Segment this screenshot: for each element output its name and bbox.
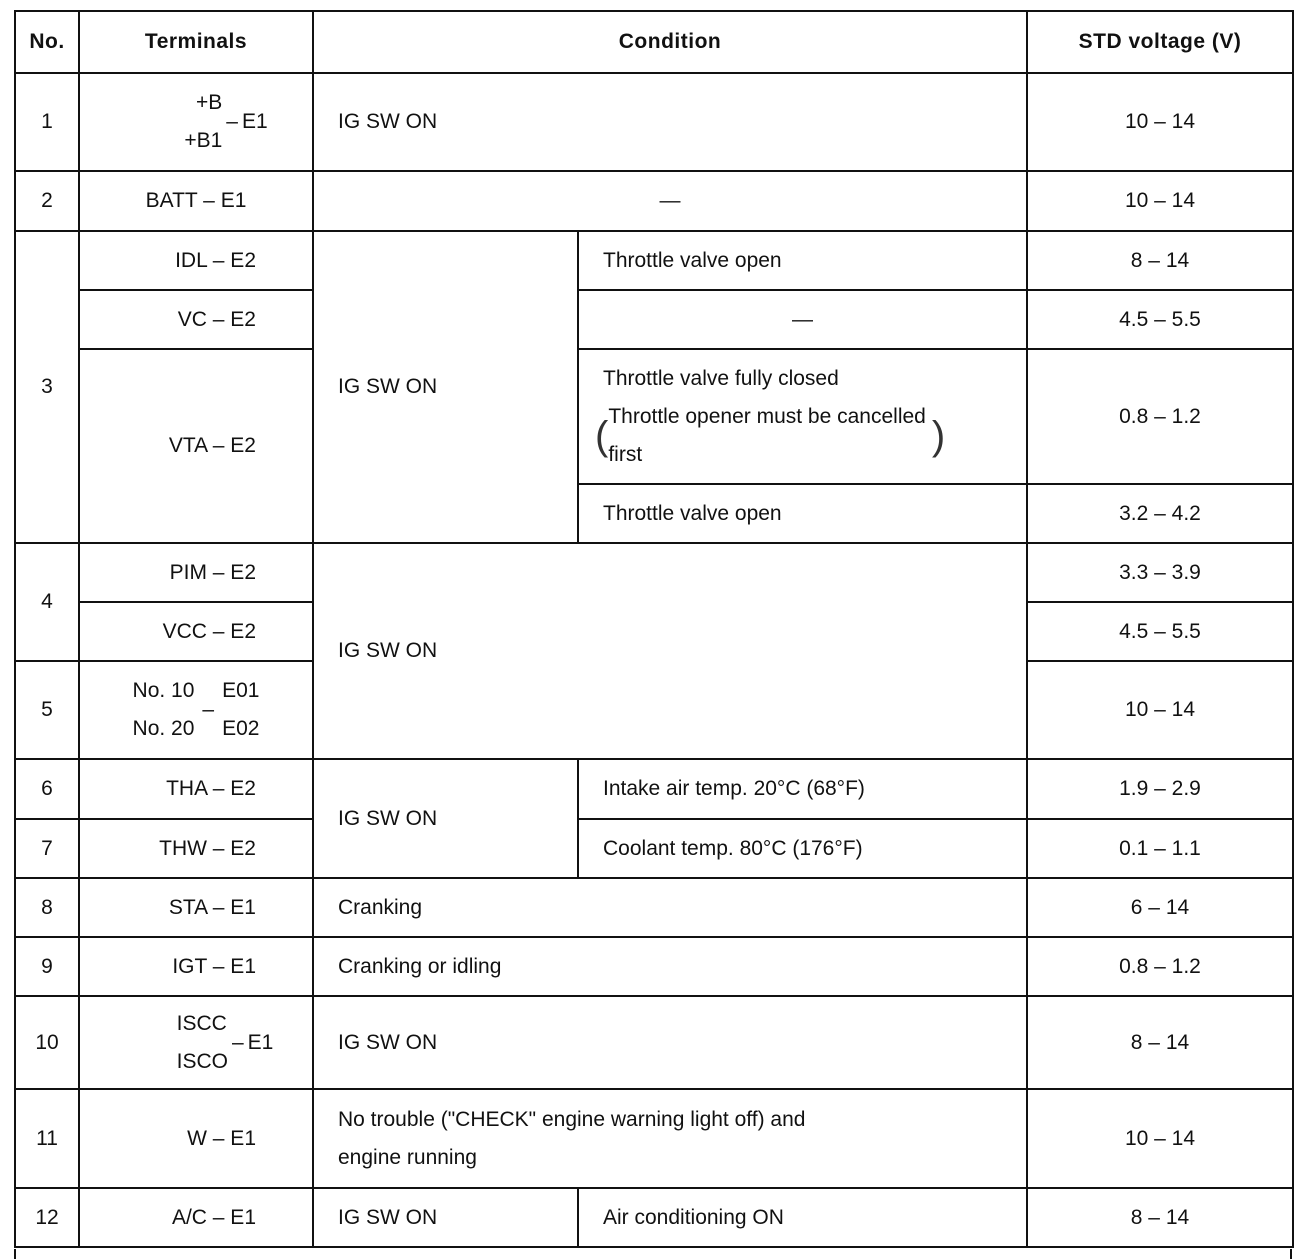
voltage-cell: 1.9 – 2.9 — [1027, 759, 1293, 819]
terminal-cell: W – E1 — [79, 1089, 313, 1188]
condition-detail-cell: Air conditioning ON — [578, 1188, 1027, 1247]
voltage-cell: 10 – 14 — [1027, 73, 1293, 171]
condition-detail-cell: Throttle valve open — [578, 484, 1027, 543]
condition-note-line: first — [608, 442, 643, 466]
condition-detail-cell: Throttle valve open — [578, 231, 1027, 290]
terminal-cell: IDL – E2 — [79, 231, 313, 290]
terminal-label: ISCC — [176, 1011, 227, 1035]
terminal-label: +B1 — [184, 129, 223, 152]
terminal-cell: VTA – E2 — [79, 349, 313, 543]
condition-cell: Cranking — [313, 878, 1027, 937]
terminal-cell: VC – E2 — [79, 290, 313, 349]
condition-cell: IG SW ON — [313, 759, 578, 878]
terminal-cell: VCC – E2 — [79, 602, 313, 661]
terminal-cell: +B +B1 – E1 — [79, 73, 313, 171]
voltage-cell: 0.8 – 1.2 — [1027, 937, 1293, 996]
header-no: No. — [15, 11, 79, 73]
condition-detail-cell: Intake air temp. 20°C (68°F) — [578, 759, 1027, 819]
terminal-label: +B — [196, 91, 223, 114]
condition-detail-cell: Coolant temp. 80°C (176°F) — [578, 819, 1027, 878]
condition-cell: IG SW ON — [313, 231, 578, 543]
voltage-cell: 3.3 – 3.9 — [1027, 543, 1293, 602]
open-parenthesis: ( — [595, 413, 609, 458]
terminal-cell: THW – E2 — [79, 819, 313, 878]
voltage-cell: 8 – 14 — [1027, 1188, 1293, 1247]
terminal-label: ISCO — [176, 1049, 228, 1073]
condition-cell: IG SW ON — [313, 1188, 578, 1247]
condition-detail-line: Throttle valve fully closed — [603, 366, 839, 390]
ground-terminal-label: E1 — [241, 110, 268, 133]
row-number: 2 — [15, 171, 79, 231]
table-row — [15, 759, 1293, 819]
terminal-cell: A/C – E1 — [79, 1188, 313, 1247]
table-row — [15, 171, 1293, 231]
row-number: 10 — [15, 996, 79, 1089]
condition-cell: IG SW ON — [313, 543, 1027, 759]
terminal-cell: THA – E2 — [79, 759, 313, 819]
close-parenthesis: ) — [931, 413, 946, 458]
table-row — [15, 1188, 1293, 1247]
table-row — [15, 1089, 1293, 1188]
header-std-voltage: STD voltage (V) — [1027, 11, 1293, 73]
table-row — [15, 937, 1293, 996]
terminal-cell: STA – E1 — [79, 878, 313, 937]
condition-note-line: Throttle opener must be cancelled — [608, 404, 926, 428]
voltage-cell: 10 – 14 — [1027, 661, 1293, 759]
voltage-cell: 10 – 14 — [1027, 171, 1293, 231]
row-number: 4 — [15, 543, 79, 661]
header-terminals: Terminals — [79, 11, 313, 73]
voltage-cell: 8 – 14 — [1027, 996, 1293, 1089]
terminal-label: No. 10 — [132, 679, 195, 702]
header-condition: Condition — [313, 11, 1027, 73]
table-row — [15, 878, 1293, 937]
row-number: 6 — [15, 759, 79, 819]
ground-terminal-label: E01 — [222, 679, 260, 702]
table-row — [15, 996, 1293, 1089]
voltage-cell: 0.8 – 1.2 — [1027, 349, 1293, 484]
condition-line: No trouble ("CHECK" engine warning light off) and — [338, 1107, 806, 1131]
voltage-cell: 10 – 14 — [1027, 1089, 1293, 1188]
table-row — [15, 290, 1293, 349]
row-number: 12 — [15, 1188, 79, 1247]
condition-detail-cell: — — [578, 290, 1027, 349]
row-number: 9 — [15, 937, 79, 996]
condition-detail-cell — [578, 349, 1027, 484]
condition-cell: IG SW ON — [313, 73, 1027, 171]
voltage-cell: 0.1 – 1.1 — [1027, 819, 1293, 878]
voltage-cell: 4.5 – 5.5 — [1027, 290, 1293, 349]
table-continuation-border — [14, 1249, 1292, 1259]
condition-cell — [313, 1089, 1027, 1188]
condition-cell: Cranking or idling — [313, 937, 1027, 996]
voltage-cell: 6 – 14 — [1027, 878, 1293, 937]
terminal-label: No. 20 — [132, 717, 195, 740]
terminal-cell: BATT – E1 — [79, 171, 313, 231]
header-row — [15, 11, 1293, 73]
row-number: 3 — [15, 231, 79, 543]
terminal-cell: PIM – E2 — [79, 543, 313, 602]
table-row — [15, 543, 1293, 602]
voltage-cell: 8 – 14 — [1027, 231, 1293, 290]
ecu-terminal-voltage-table — [14, 10, 1294, 1248]
row-number: 8 — [15, 878, 79, 937]
table-row — [15, 819, 1293, 878]
terminal-cell: No. 10 No. 20 – E01 E02 — [79, 661, 313, 759]
condition-line: engine running — [338, 1145, 477, 1169]
voltage-cell: 3.2 – 4.2 — [1027, 484, 1293, 543]
terminal-cell: ISCC ISCO – E1 — [79, 996, 313, 1089]
voltage-cell: 4.5 – 5.5 — [1027, 602, 1293, 661]
row-number: 1 — [15, 73, 79, 171]
condition-cell: IG SW ON — [313, 996, 1027, 1089]
table-row — [15, 73, 1293, 171]
condition-cell: — — [313, 171, 1027, 231]
table-row — [15, 231, 1293, 290]
ground-terminal-label: E1 — [247, 1030, 274, 1054]
table-row — [15, 349, 1293, 484]
row-number: 11 — [15, 1089, 79, 1188]
row-number: 7 — [15, 819, 79, 878]
terminal-cell: IGT – E1 — [79, 937, 313, 996]
row-number: 5 — [15, 661, 79, 759]
ground-terminal-label: E02 — [222, 717, 260, 740]
